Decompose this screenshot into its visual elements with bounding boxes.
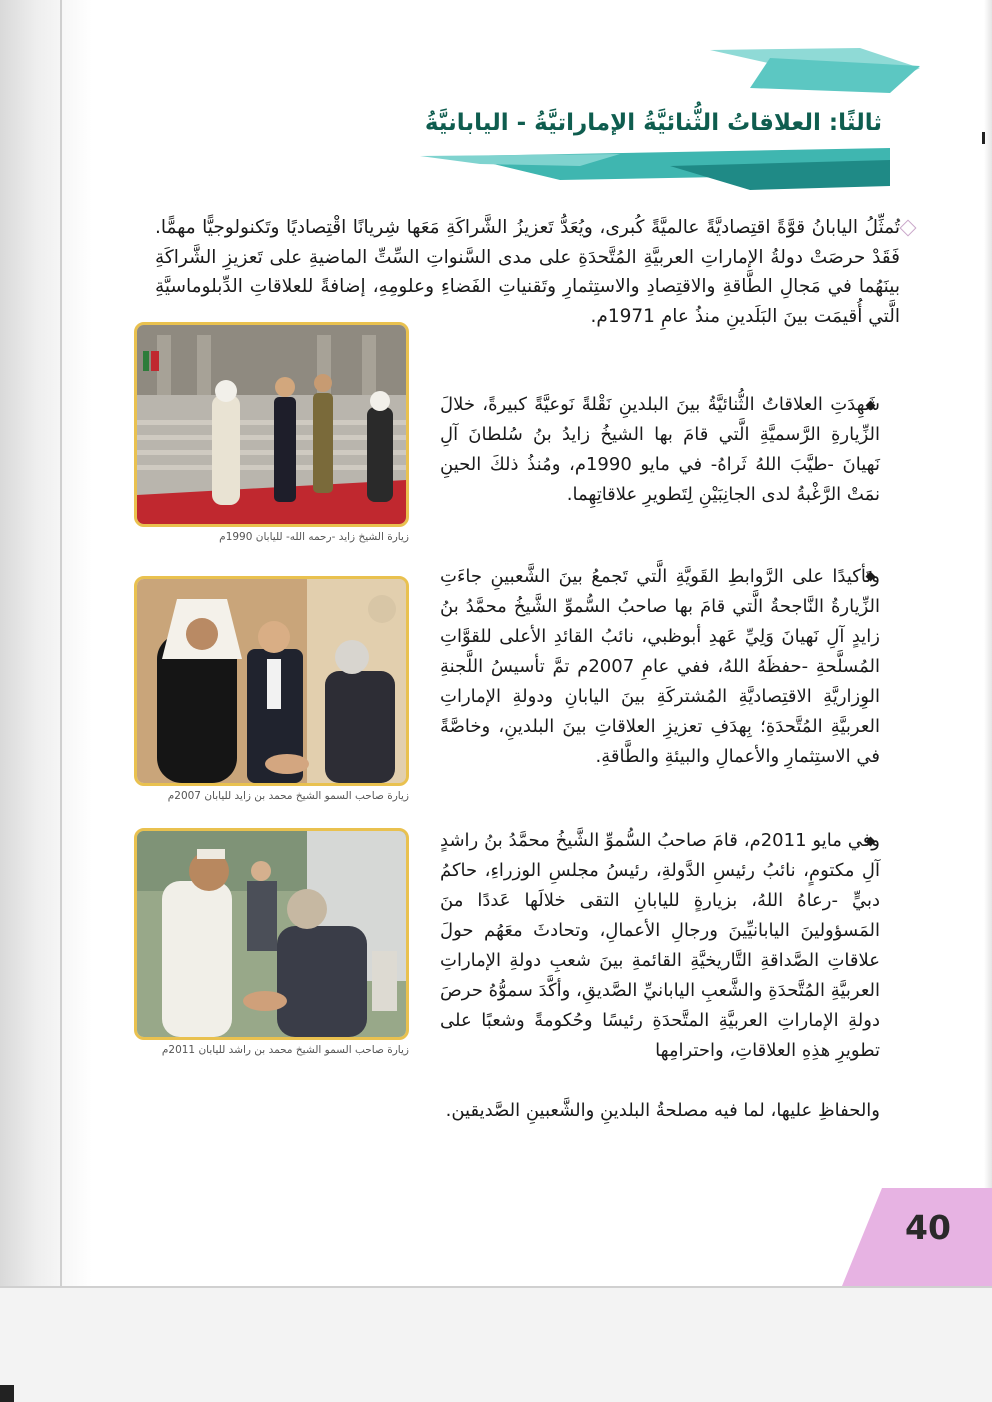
scan-binding-line (60, 0, 62, 1290)
scan-corner-mark (0, 1385, 14, 1402)
bullet-paragraph-2007: وتَأكيدًا على الرَّوابطِ القَويَّةِ الَّتي تَجمعُ بينَ الشَّعبينِ جاءَتِ الزِّيارةُ النَّاجحةُ الَّتي قامَ بها صاحبُ السُّموِّ الشَّيخُ محمَّدُ بنُ زايدٍ آلِ نَهيانَ وَلِيِّ عَهدِ أبوظبي، نائبُ القائدِ الأعلى للقوَّاتِ المُسلَّحةِ -حفظَهُ اللهُ، ففي عامِ 2007م تمَّ تأسيسُ اللَّجنةِ الوِزاريَّةِ الاقتِصاديَّةِ المُشتركَةِ بينَ اليابانِ ودولةِ الإماراتِ العربيَّةِ المُتَّحدَةِ؛ بِهدَفِ تعزيزِ العلاقاتِ بينَ البلدينِ، وخاصَّةً في الاستِثمارِ والأعمالِ والبيئةِ والطَّاقةِ. (440, 566, 880, 767)
photo-2007-visit (134, 576, 409, 786)
intro-paragraph: تُمثِّلُ اليابانُ قوَّةً اقتِصاديَّةً عالميَّةً كُبرى، ويُعَدُّ تَعزيزُ الشَّراكَةِ مَعَها شِريانًا اقْتِصاديًا وتَكنولوجيًّا مهمًّا. فَقَدْ حرصَتْ دولةُ الإماراتِ العربيَّةِ المُتَّحدَةِ على مدى السَّنواتِ السِّتِّ الماضيةِ على تَعزيزِ الشَّراكَةِ بينَهُما في مَجالِ الطَّاقةِ والاقتِصادِ والاستِثمارِ وتَقنياتِ الفَضاءِ وعلومِهِ، إضافةً للعلاقاتِ الدِّبلوماسيَّةِ الَّتي أُقيمَت بينَ البَلَدينِ منذُ عامِ 1971م. (155, 217, 900, 327)
bullet-paragraph-2011: وفي مايو 2011م، قامَ صاحبُ السُّموِّ الشَّيخُ محمَّدُ بنُ راشدٍ آلِ مكتومٍ، نائبُ رئيسِ الدَّولةِ، رئيسُ مجلسِ الوزراءِ، حاكمُ دبيٍّ -رعاهُ اللهُ، بزيارةٍ لليابانِ التقى خلالَها عَددًا منَ المَسؤولينَ اليابانيِّينَ ورجالِ الأعمالِ، وتحادثَ معَهُم حولَ علاقاتِ الصَّداقةِ التَّاريخيَّةِ القائمةِ بينَ شعبِ دولةِ الإماراتِ العربيَّةِ المُتَّحدَةِ والشَّعبِ اليابانيِّ الصَّديقِ، وأكَّدَ سموُّهُ حرصَ دولةِ الإماراتِ العربيَّةِ المتَّحدَةِ رئيسًا وحُكومةً وشعبًا على تطويرِ هذِهِ العلاقاتِ، واحترامِها (440, 830, 880, 1061)
section-title: ثالثًا: العلاقاتُ الثُّنائيَّةُ الإماراتيَّةُ - اليابانيَّةُ (424, 110, 882, 136)
photo-1990-caption: زيارة الشيخ زايد -رحمه الله- لليابان 1990م (219, 531, 409, 543)
scan-background-bottom (0, 1286, 992, 1402)
photo-2011-visit (134, 828, 409, 1040)
page-number: 40 (905, 1208, 951, 1247)
photo-2011-illustration (137, 831, 406, 1037)
photo-1990-illustration (137, 325, 406, 524)
photo-2007-caption: زيارة صاحب السمو الشيخ محمد بن زايد لليابان 2007م (167, 790, 409, 802)
scan-stray-mark (982, 132, 985, 144)
scan-shadow (0, 0, 92, 1290)
photo-1990-visit (134, 322, 409, 527)
scan-right-edge (984, 0, 992, 1290)
photo-2011-caption: زيارة صاحب السمو الشيخ محمد بن راشد لليابان 2011م (161, 1044, 409, 1056)
photo-2007-illustration (137, 579, 406, 783)
bullet-paragraph-1990: شَهِدَتِ العلاقاتُ الثُّنائيَّةُ بينَ البلدينِ نَقْلةً نَوعيَّةً كبيرةً، خلالَ الزِّيارةِ الرَّسميَّةِ الَّتي قامَ بها الشيخُ زايدُ بنُ سُلطانَ آلِ نَهيانَ -طيَّبَ اللهُ ثَراهُ- في مايو 1990م، ومُنذُ ذلكَ الحينِ نمَتْ الرَّغْبةُ لدى الجانِبَيْنِ لِتَطويرِ علاقاتِهِما. (440, 394, 880, 505)
bullet-paragraph-2011-ending: والحفاظِ عليها، لما فيه مصلحةُ البلدينِ والشَّعبينِ الصَّديقين. (445, 1100, 880, 1121)
flower-bullet-icon (900, 220, 917, 237)
